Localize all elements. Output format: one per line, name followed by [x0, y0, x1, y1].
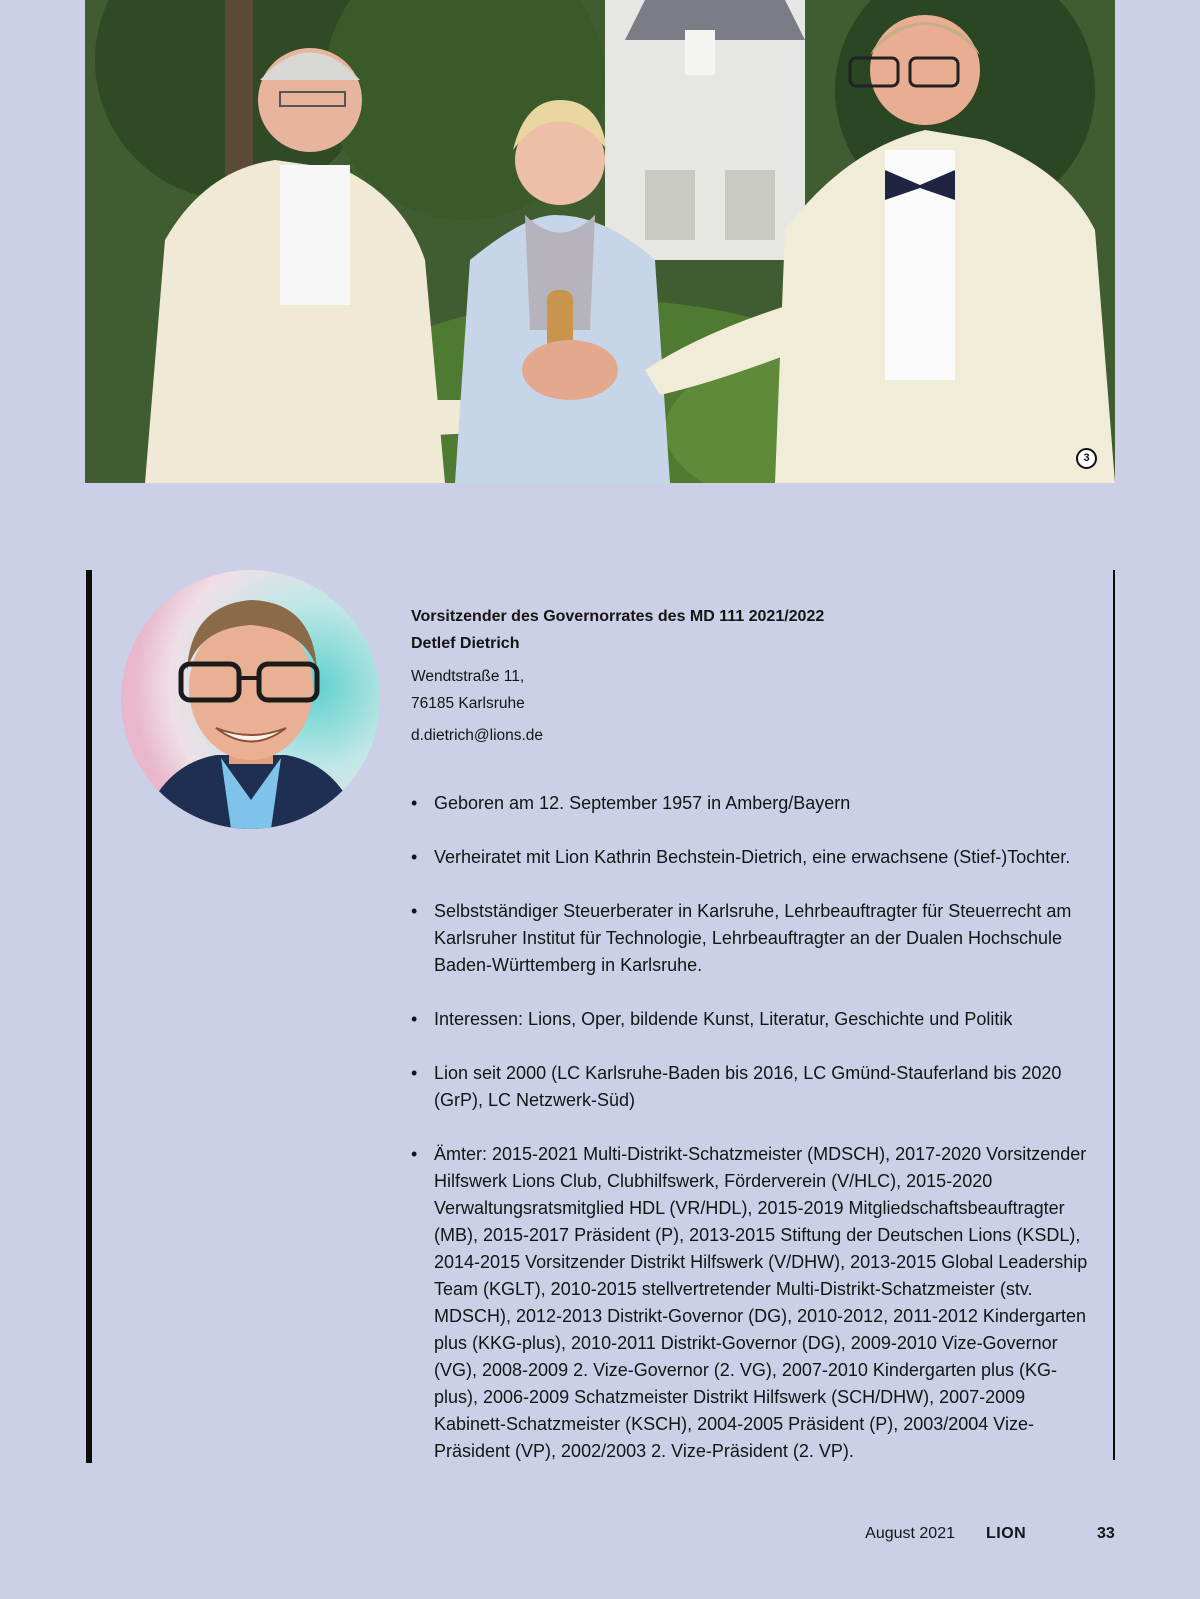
- bullet-icon: •: [411, 1144, 418, 1164]
- bullet-icon: •: [411, 1009, 418, 1029]
- bio-item: [411, 790, 1091, 817]
- address-line: Wendtstraße 11,: [411, 668, 525, 685]
- group-photo: [85, 0, 1115, 483]
- group-photo-illustration: [85, 0, 1115, 483]
- issue-date: August 2021: [865, 1525, 955, 1542]
- bullet-icon: •: [411, 901, 418, 921]
- role-title: Vorsitzender des Governorrates des MD 111 2021/2022: [411, 608, 825, 625]
- bio-item: [411, 1006, 1091, 1033]
- magazine-name: LION: [986, 1525, 1027, 1542]
- bio-item: [411, 844, 1091, 871]
- page-number: 33: [1097, 1525, 1115, 1542]
- bullet-icon: •: [411, 793, 418, 813]
- postal-address: [411, 663, 1091, 717]
- address-line: 76185 Karlsruhe: [411, 695, 525, 712]
- bio-item-text: Geboren am 12. September 1957 in Amberg/Bayern: [434, 793, 851, 813]
- bio-item: [411, 898, 1091, 979]
- bio-item-text: Lion seit 2000 (LC Karlsruhe-Baden bis 2016, LC Gmünd-Stauferland bis 2020 (GrP), LC Netzwerk-Süd): [434, 1063, 1062, 1110]
- bio-item-text: Verheiratet mit Lion Kathrin Bechstein-Dietrich, eine erwachsene (Stief-)Tochter.: [434, 847, 1071, 867]
- bio-list: [411, 790, 1091, 1492]
- left-vertical-rule: [86, 570, 92, 1463]
- bio-item-text: Ämter: 2015-2021 Multi-Distrikt-Schatzmeister (MDSCH), 2017-2020 Vorsitzender Hilfswerk Lions Club, Clubhilfswerk, Förderverein (V/HLC), 2015-2020 Verwaltungsratsmitglied HDL (VR/HDL), 2015-2019 Mitgliedschaftsbeauftragter (MB), 2015-2017 Präsident (P), 2013-2015 Stiftung der Deutschen Lions (KSDL), 2014-2015 Vorsitzender Distrikt Hilfswerk (V/DHW), 2013-2015 Global Leadership Team (KGLT), 2010-2015 stellvertretender Multi-Distrikt-Schatzmeister (stv. MDSCH), 2012-2013 Distrikt-Governor (DG), 2010-2012, 2011-2012 Kindergarten plus (KKG-plus), 2010-2011 Distrikt-Governor (DG), 2009-2010 Vize-Governor (VG), 2008-2009 2. Vize-Governor (2. VG), 2007-2010 Kindergarten plus (KG-plus), 2006-2009 Schatzmeister Distrikt Hilfswerk (SCH/DHW), 2007-2009 Kabinett-Schatzmeister (KSCH), 2004-2005 Präsident (P), 2003/2004 Vize-Präsident (VP), 2002/2003 2. Vize-Präsident (2. VP).: [434, 1144, 1088, 1461]
- bio-item: [411, 1141, 1091, 1465]
- bio-item-text: Selbstständiger Steuerberater in Karlsruhe, Lehrbeauftragter für Steuerrecht am Karlsruher Institut für Technologie, Lehrbeauftragter an der Dualen Hochschule Baden-Württemberg in Karlsruhe.: [434, 901, 1072, 975]
- email-address: d.dietrich@lions.de: [411, 727, 544, 744]
- person-name: Detlef Dietrich: [411, 635, 520, 652]
- bullet-icon: •: [411, 847, 418, 867]
- bio-item-text: Interessen: Lions, Oper, bildende Kunst, Literatur, Geschichte und Politik: [434, 1009, 1013, 1029]
- right-vertical-rule: [1113, 570, 1115, 1460]
- profile-block: [411, 603, 1091, 749]
- bio-item: [411, 1060, 1091, 1114]
- portrait-illustration: [121, 570, 380, 829]
- bullet-icon: •: [411, 1063, 418, 1083]
- photo-number-badge: 3: [1076, 448, 1097, 469]
- portrait-photo: [121, 570, 380, 829]
